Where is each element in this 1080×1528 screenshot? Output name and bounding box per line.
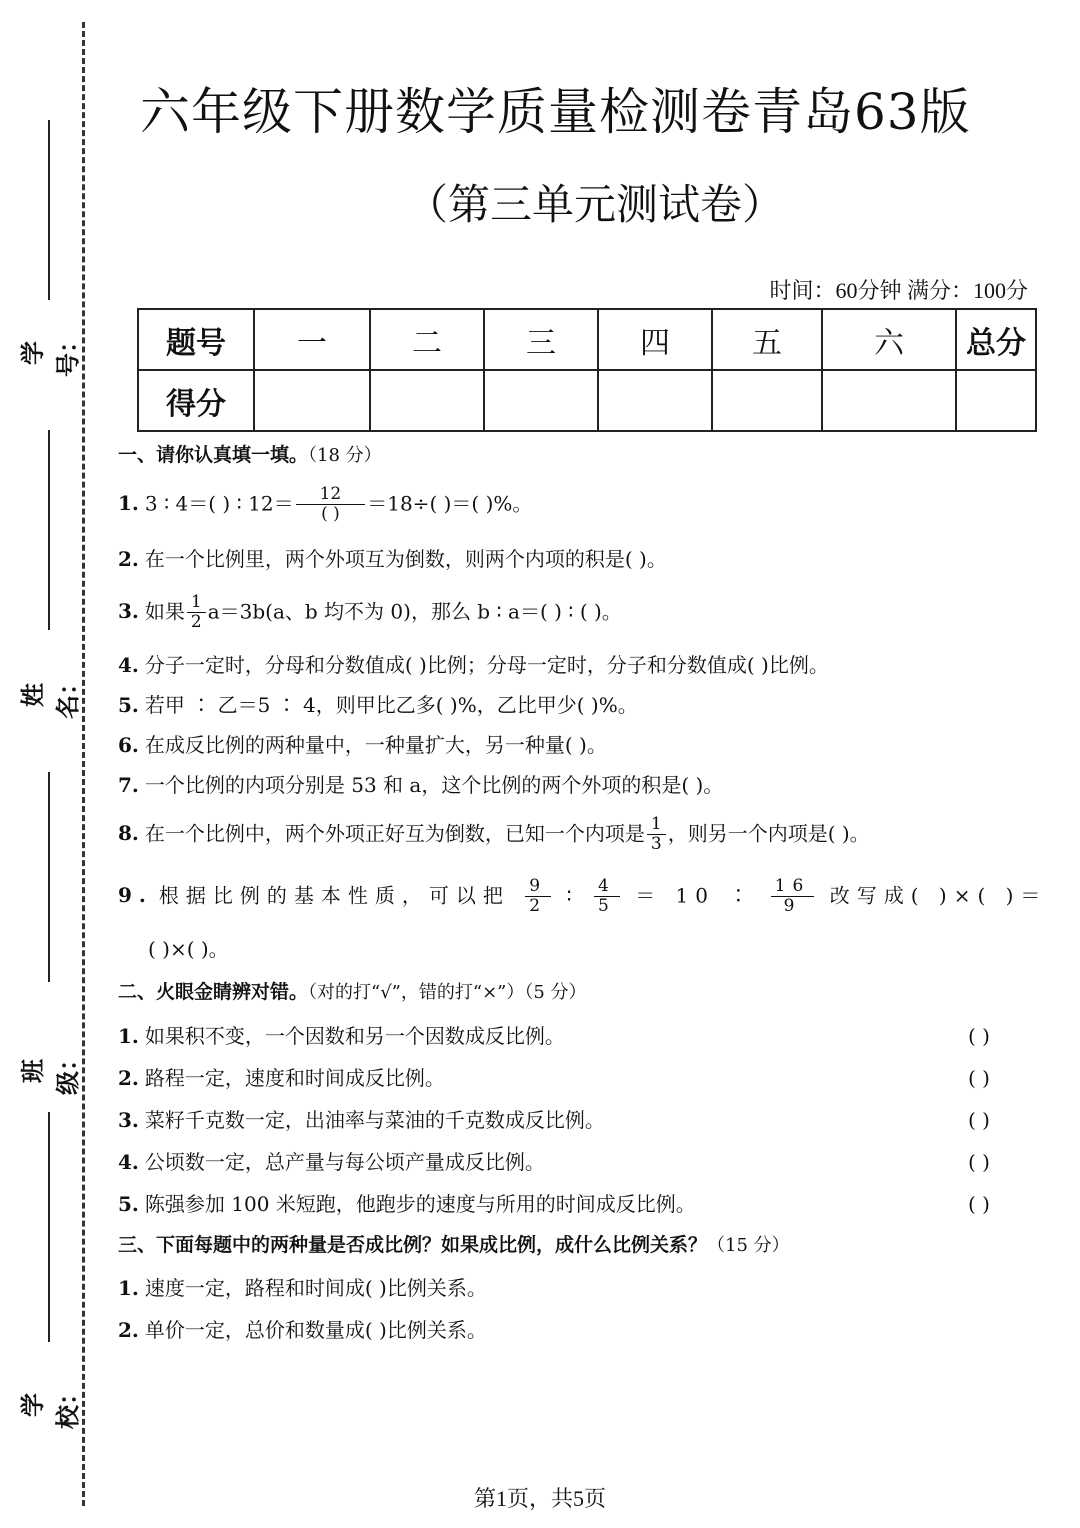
question-text: 3 ∶ 4＝( ) ∶ 12＝	[144, 491, 294, 516]
question-1-2	[118, 545, 1038, 573]
section2-heading: 二、火眼金睛辨对错。	[118, 980, 309, 1003]
question-1-7	[118, 771, 1038, 799]
fraction-denominator: ( )	[321, 504, 340, 525]
answer-box[interactable]: ( )	[968, 1191, 990, 1216]
fraction-denominator: 2	[190, 612, 202, 633]
name-label: 姓名：	[18, 671, 82, 719]
score-cell[interactable]	[956, 370, 1036, 431]
fraction-numerator: 1	[647, 815, 666, 836]
question-number: 1.	[118, 1276, 139, 1301]
question-number: 6.	[118, 732, 139, 757]
score-table-header: 三	[484, 309, 598, 370]
fraction	[296, 485, 366, 525]
question-1-1	[118, 485, 1038, 525]
question-text: ( )×( )。	[148, 936, 229, 961]
question-number: 9.	[118, 883, 153, 908]
score-table-header: 题号	[138, 309, 254, 370]
question-number: 5.	[118, 1191, 139, 1216]
question-text: 分子一定时，分母和分数值成( )比例；分母一定时，分子和分数值成( )比例。	[144, 652, 829, 677]
question-3-2	[118, 1316, 1038, 1344]
question-text: 公顷数一定，总产量与每公顷产量成反比例。	[144, 1149, 545, 1174]
score-table-header: 总分	[956, 309, 1036, 370]
judge-item	[118, 1064, 1038, 1092]
question-number: 1.	[118, 1023, 139, 1048]
score-table-header: 一	[254, 309, 370, 370]
ratio-colon: ∶	[566, 883, 579, 908]
question-number: 2.	[118, 1318, 139, 1343]
judge-item	[118, 1106, 1038, 1134]
question-number: 2.	[118, 546, 139, 571]
question-text: 陈强参加 100 米短跑，他跑步的速度与所用的时间成反比例。	[144, 1191, 696, 1216]
question-number: 5.	[118, 692, 139, 717]
question-text: 路程一定，速度和时间成反比例。	[144, 1065, 445, 1090]
question-text: ＝ 10 ∶	[635, 883, 756, 908]
student-id-label: 学号：	[18, 329, 82, 377]
question-text: 在成反比例的两种量中，一种量扩大，另一种量( )。	[144, 732, 607, 757]
score-cell[interactable]	[484, 370, 598, 431]
score-cell[interactable]	[822, 370, 956, 431]
fraction-numerator: 4	[594, 877, 620, 898]
name-line	[48, 430, 50, 630]
question-text: 速度一定，路程和时间成( )比例关系。	[144, 1276, 487, 1301]
question-text: 菜籽千克数一定，出油率与菜油的千克数成反比例。	[144, 1107, 605, 1132]
answer-box[interactable]: ( )	[968, 1065, 990, 1090]
page-title: 六年级下册数学质量检测卷青岛63版	[140, 83, 971, 141]
score-table-header: 四	[598, 309, 712, 370]
question-text: 若甲 ∶ 乙＝5 ∶ 4，则甲比乙多( )%，乙比甲少( )%。	[144, 692, 638, 717]
page-subtitle: （第三单元测试卷）	[405, 180, 784, 229]
question-1-6	[118, 731, 1038, 759]
fraction	[647, 815, 666, 855]
page-footer: 第1页，共5页	[473, 1486, 606, 1511]
answer-box[interactable]: ( )	[968, 1107, 990, 1132]
question-number: 3.	[118, 599, 139, 624]
judge-item	[118, 1148, 1038, 1176]
score-table-header-row	[138, 309, 1036, 370]
question-text: ＝18÷( )＝( )%。	[367, 491, 533, 516]
question-text: 一个比例的内项分别是 53 和 a，这个比例的两个外项的积是( )。	[144, 772, 724, 797]
answer-box[interactable]: ( )	[968, 1023, 990, 1048]
question-text: 如果	[144, 599, 185, 624]
question-text: a＝3b(a、b 均不为 0)，那么 b ∶ a＝( ) ∶ ( )。	[207, 599, 622, 624]
time-info: 时间：60分钟 满分：100分	[769, 278, 1028, 303]
question-number: 2.	[118, 1065, 139, 1090]
score-cell[interactable]	[254, 370, 370, 431]
section3-title	[118, 1232, 1038, 1259]
section1-points: （18 分）	[308, 445, 382, 466]
question-number: 4.	[118, 652, 139, 677]
question-text: 在一个比例里，两个外项互为倒数，则两个内项的积是( )。	[144, 546, 667, 571]
score-table-header: 五	[712, 309, 822, 370]
question-text: 根据比例的基本性质，可以把	[158, 883, 510, 908]
class-line	[48, 772, 50, 982]
question-1-4	[118, 651, 1038, 679]
question-number: 8.	[118, 821, 139, 846]
judge-item	[118, 1022, 1038, 1050]
score-row-label: 得分	[138, 370, 254, 431]
judge-item	[118, 1190, 1038, 1218]
question-text: 单价一定，总价和数量成( )比例关系。	[144, 1318, 487, 1343]
question-1-3	[118, 593, 1038, 633]
fraction-denominator: 2	[529, 896, 548, 917]
score-cell[interactable]	[598, 370, 712, 431]
score-cell[interactable]	[370, 370, 484, 431]
section3-heading: 三、下面每题中的两种量是否成比例？如果成比例，成什么比例关系？	[118, 1233, 708, 1256]
question-number: 7.	[118, 772, 139, 797]
question-1-5	[118, 691, 1038, 719]
school-line	[48, 1112, 50, 1342]
section1-heading: 一、请你认真填一填。	[118, 444, 309, 466]
fraction-denominator: 9	[783, 896, 802, 917]
question-text: 在一个比例中，两个外项正好互为倒数，已知一个内项是	[144, 821, 645, 846]
score-table-score-row	[138, 370, 1036, 431]
question-text: ，则另一个内项是( )。	[667, 821, 870, 846]
question-number: 4.	[118, 1149, 139, 1174]
questions	[118, 436, 1048, 1358]
fraction	[594, 877, 620, 917]
fraction	[525, 877, 551, 917]
section3-points: （15 分）	[707, 1234, 790, 1256]
cut-line	[82, 22, 85, 1506]
question-1-9-continued	[118, 935, 1038, 963]
score-table	[137, 308, 1037, 432]
score-table-header: 二	[370, 309, 484, 370]
school-label: 学校：	[18, 1381, 82, 1429]
section2-note: （对的打“√”，错的打“×”）（5 分）	[308, 981, 587, 1003]
fraction-numerator: 16	[771, 877, 815, 898]
answer-box[interactable]: ( )	[968, 1149, 990, 1174]
fraction-denominator: 5	[598, 896, 616, 917]
question-text: 如果积不变，一个因数和另一个因数成反比例。	[144, 1023, 565, 1048]
section1-title	[118, 442, 1038, 469]
section2-title	[118, 979, 1038, 1006]
fraction-denominator: 3	[650, 834, 662, 855]
question-3-1	[118, 1274, 1038, 1302]
question-number: 1.	[118, 491, 139, 516]
question-number: 3.	[118, 1107, 139, 1132]
question-1-8	[118, 815, 1038, 855]
question-1-9	[118, 875, 1048, 917]
fraction	[187, 593, 206, 633]
fraction	[771, 877, 815, 917]
question-text: 改写成( )×( )＝	[829, 883, 1048, 908]
fraction-numerator: 12	[296, 485, 366, 506]
score-cell[interactable]	[712, 370, 822, 431]
fraction-numerator: 1	[187, 593, 206, 614]
score-table-header: 六	[822, 309, 956, 370]
class-label: 班级：	[18, 1047, 82, 1095]
fraction-numerator: 9	[525, 877, 551, 898]
